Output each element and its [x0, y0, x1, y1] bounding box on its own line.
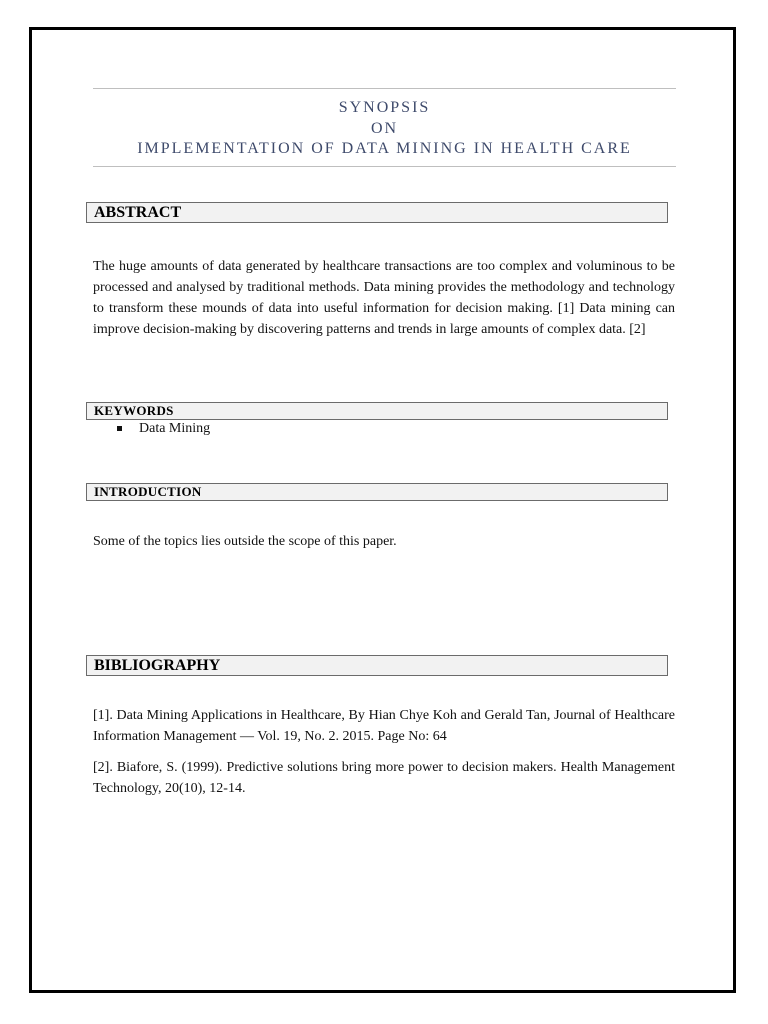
- bibliography-heading: BIBLIOGRAPHY: [86, 655, 668, 676]
- title-block: [93, 88, 676, 167]
- keyword-label: Data Mining: [139, 421, 211, 436]
- keywords-list: [117, 419, 210, 438]
- title-on: ON: [370, 120, 399, 137]
- abstract-heading: ABSTRACT: [86, 202, 668, 223]
- title-main: IMPLEMENTATION OF DATA MINING IN HEALTH CARE: [137, 140, 632, 157]
- keywords-heading: KEYWORDS: [86, 402, 668, 420]
- bibliography-ref-1: [1]. Data Mining Applications in Healthcare, By Hian Chye Koh and Gerald Tan, Journal of Healthcare Information Management — Vol. 19, No. 2. 2015. Page No: 64: [93, 708, 675, 744]
- title-synopsis: SYNOPSIS: [338, 99, 431, 116]
- abstract-text: The huge amounts of data generated by healthcare transactions are too complex and voluminous to be processed and analysed by traditional methods. Data mining provides the methodology and technology to transform these mounds of data into useful information for decision making. [1] Data mining can improve decision-making by discovering patterns and trends in large amounts of complex data. [2]: [93, 259, 675, 337]
- introduction-text: Some of the topics lies outside the scope of this paper.: [93, 534, 397, 549]
- keyword-item: [117, 419, 210, 438]
- bibliography-ref-2: [2]. Biafore, S. (1999). Predictive solutions bring more power to decision makers. Health Management Technology, 20(10), 12-14.: [93, 760, 675, 796]
- square-bullet-icon: [117, 426, 122, 431]
- introduction-heading: INTRODUCTION: [86, 483, 668, 501]
- page-border: [29, 27, 736, 993]
